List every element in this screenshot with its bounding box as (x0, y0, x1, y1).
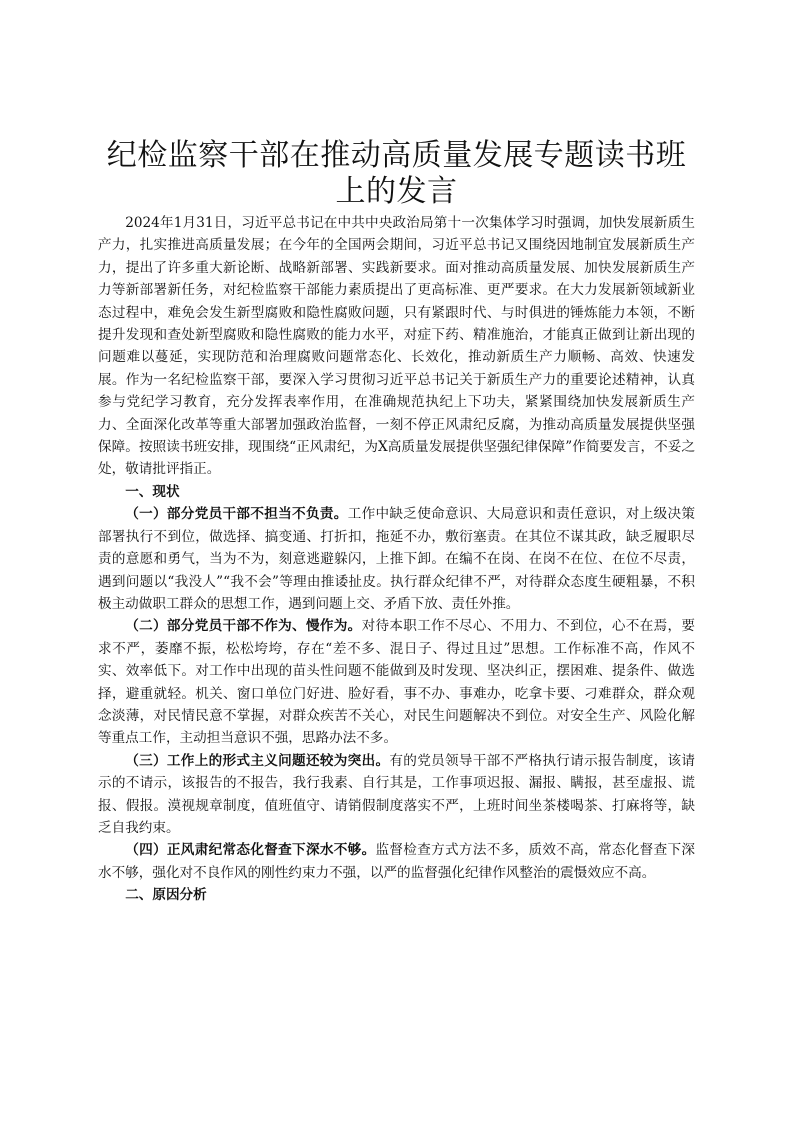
paragraph-1 (98, 503, 695, 615)
paragraph-1-text: 工作中缺乏使命意识、大局意识和责任意识，对上级决策部署执行不到位，做选择、搞变通、打折扣，拖延不办，敷衍塞责。在其位不谋其政，缺乏履职尽责的意愿和勇气，当为不为，刻意逃避躲闪，上推下卸。在编不在岗、在岗不在位、在位不尽责，遇到问题以“我没人”“我不会”等理由推诿扯皮。执行群众纪律不严，对待群众态度生硬粗暴，不积极主动做职工群众的思想工作，遇到问题上交、矛盾下放、责任外推。 (98, 506, 696, 612)
document-title: 纪检监察干部在推动高质量发展专题读书班上的发言 (106, 138, 687, 209)
paragraph-2-lead: （二）部分党员干部不作为、慢作为。 (125, 618, 362, 635)
paragraph-2-text: 对待本职工作不尽心、不用力、不到位，心不在焉，要求不严，萎靡不振，松松垮垮，存在“差不多、混日子、得过且过”思想。工作标准不高，作风不实、效率低下。对工作中出现的苗头性问题不能做到及时发现、坚决纠正，摆困难、提条件、做选择，避重就轻。机关、窗口单位门好进、脸好看，事不办、事难办，吃拿卡要、刁难群众，群众观念淡薄，对民情民意不掌握，对群众疾苦不关心，对民生问题解决不到位。对安全生产、风险化解等重点工作，主动担当意识不强，思路办法不多。 (98, 618, 696, 747)
paragraph-4-text: 监督检查方式方法不多，质效不高，常态化督查下深水不够，强化对不良作风的刚性约束力不强，以严的监督强化纪律作风整治的震慑效应不高。 (98, 842, 695, 881)
paragraph-2 (98, 615, 695, 749)
paragraph-4-lead: （四）正风肃纪常态化督查下深水不够。 (125, 842, 376, 859)
document-body (98, 212, 695, 907)
paragraph-1-lead: （一）部分党员干部不担当不负责。 (125, 506, 348, 523)
paragraph-4 (98, 839, 695, 884)
paragraph-3 (98, 750, 695, 840)
paragraph-3-lead: （三）工作上的形式主义问题还较为突出。 (125, 752, 390, 769)
paragraph-3-text: 有的党员领导干部不严格执行请示报告制度，该请示的不请示，该报告的不报告，我行我素、自行其是，工作事项迟报、漏报、瞒报，甚至虚报、谎报、假报。漠视规章制度，值班值守、请销假制度落实不严，上班时间坐茶楼喝茶、打麻将等，缺乏自我约束。 (98, 752, 695, 836)
section-heading-analysis: 二、原因分析 (125, 887, 207, 904)
intro-paragraph: 2024年1月31日，习近平总书记在中共中央政治局第十一次集体学习时强调，加快发展新质生产力，扎实推进高质量发展；在今年的全国两会期间，习近平总书记又围绕因地制宜发展新质生产力，提出了许多重大新论断、战略新部署、实践新要求。面对推动高质量发展、加快发展新质生产力等新部署新任务，对纪检监察干部能力素质提出了更高标准、更严要求。在大力发展新领域新业态过程中，难免会发生新型腐败和隐性腐败问题，只有紧跟时代、与时俱进的锤炼能力本领，不断提升发现和查处新型腐败和隐性腐败的能力水平，对症下药、精准施治，才能真正做到让新出现的问题难以蔓延，实现防范和治理腐败问题常态化、长效化，推动新质生产力顺畅、高效、快速发展。作为一名纪检监察干部，要深入学习贯彻习近平总书记关于新质生产力的重要论述精神，认真参与党纪学习教育，充分发挥表率作用，在准确规范执纪上下功夫，紧紧围绕加快发展新质生产力、全面深化改革等重大部署加强政治监督，一刻不停正风肃纪反腐，为推动高质量发展提供坚强保障。按照读书班安排，现围绕“正风肃纪，为X高质量发展提供坚强纪律保障”作简要发言，不妥之处，敬请批评指正。 (98, 215, 695, 478)
section-heading-status: 一、现状 (125, 483, 180, 500)
